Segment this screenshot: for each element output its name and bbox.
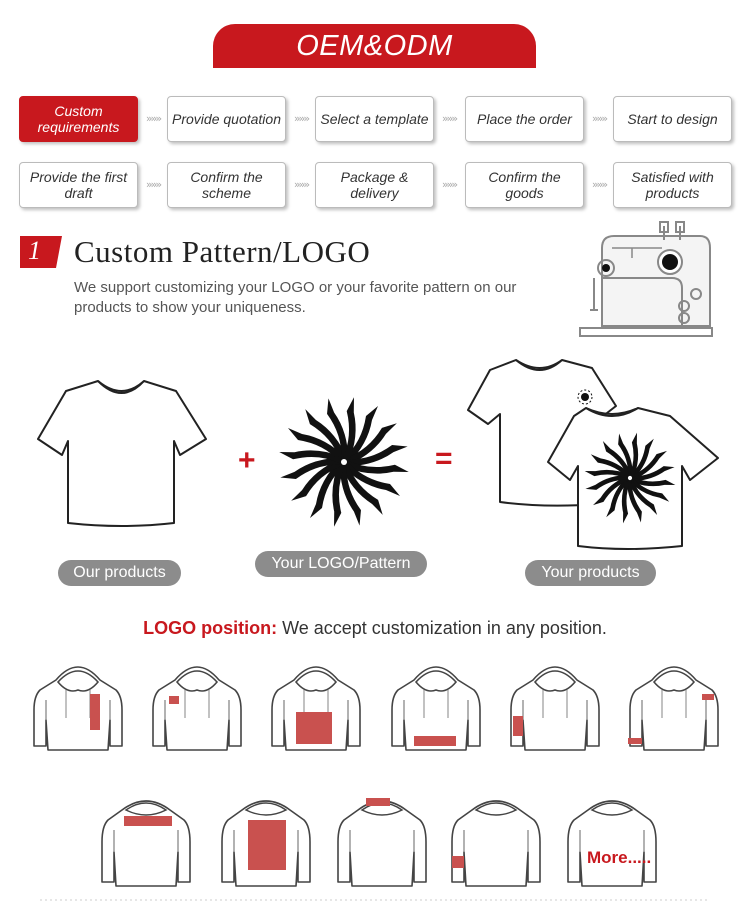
- pill-your-logo: Your LOGO/Pattern: [255, 551, 427, 577]
- logo-position-marker: [124, 816, 172, 826]
- logo-position-marker: [702, 694, 714, 700]
- step-arrow-icon: »»»: [591, 178, 607, 191]
- logo-position-marker: [452, 856, 464, 868]
- logo-position-label: LOGO position:: [143, 618, 278, 638]
- process-step: Provide quotation: [167, 96, 286, 142]
- section-description: We support customizing your LOGO or your favorite pattern on our products to show your uniqueness.: [74, 279, 517, 316]
- step-arrow-icon: »»»: [293, 112, 309, 125]
- logo-position-desc: We accept customization in any position.: [277, 618, 607, 638]
- section-number: 1: [28, 236, 41, 265]
- step-arrow-icon: »»»: [145, 112, 161, 125]
- logo-position-marker: [414, 736, 456, 746]
- hoodie-icon: [336, 796, 428, 888]
- process-step: Select a template: [315, 96, 434, 142]
- process-step: Confirm the scheme: [167, 162, 286, 208]
- process-step: Start to design: [613, 96, 732, 142]
- plain-tshirt-icon: [36, 375, 208, 527]
- hoodie-icon: [151, 660, 243, 752]
- swirl-logo-icon: [284, 402, 404, 522]
- logo-position-marker: [366, 798, 390, 806]
- logo-position-marker: [169, 696, 179, 704]
- plus-sign: +: [238, 444, 256, 477]
- hoodie-icon: [450, 796, 542, 888]
- process-step: Provide the first draft: [19, 162, 138, 208]
- hoodie-icon: [32, 660, 124, 752]
- bottom-dotted-divider: [40, 898, 710, 902]
- hoodie-icon: [390, 660, 482, 752]
- more-positions-text: More.....: [587, 848, 652, 867]
- logo-position-marker: [248, 820, 286, 870]
- oem-odm-banner: [213, 24, 536, 68]
- process-step: Package & delivery: [315, 162, 434, 208]
- pill-your-products: Your products: [525, 560, 656, 586]
- banner-title: OEM&ODM: [296, 30, 453, 62]
- pill-our-products: Our products: [58, 560, 181, 586]
- logo-position-marker: [90, 694, 100, 730]
- logo-position-marker: [513, 716, 523, 736]
- equals-sign: =: [435, 442, 453, 475]
- hoodie-icon: [100, 796, 192, 888]
- step-arrow-icon: »»»: [441, 112, 457, 125]
- hoodie-icon: [628, 660, 720, 752]
- step-arrow-icon: »»»: [293, 178, 309, 191]
- hoodie-icon: [270, 660, 362, 752]
- hoodie-icon: [220, 796, 312, 888]
- logo-position-marker: [296, 712, 332, 744]
- logo-position-marker: [628, 738, 642, 744]
- process-step: Satisfied with products: [613, 162, 732, 208]
- swirl-logo-print: [588, 436, 672, 520]
- hoodie-icon: [509, 660, 601, 752]
- section-title: Custom Pattern/LOGO: [74, 234, 371, 269]
- logo-position-text: [0, 618, 750, 639]
- step-arrow-icon: »»»: [441, 178, 457, 191]
- process-step: Confirm the goods: [465, 162, 584, 208]
- section-number-badge: [20, 236, 62, 268]
- step-arrow-icon: »»»: [591, 112, 607, 125]
- step-arrow-icon: »»»: [145, 178, 161, 191]
- process-step: Place the order: [465, 96, 584, 142]
- process-step: Custom requirements: [19, 96, 138, 142]
- hoodie-icon: [566, 796, 658, 888]
- sewing-machine-icon: [572, 218, 722, 338]
